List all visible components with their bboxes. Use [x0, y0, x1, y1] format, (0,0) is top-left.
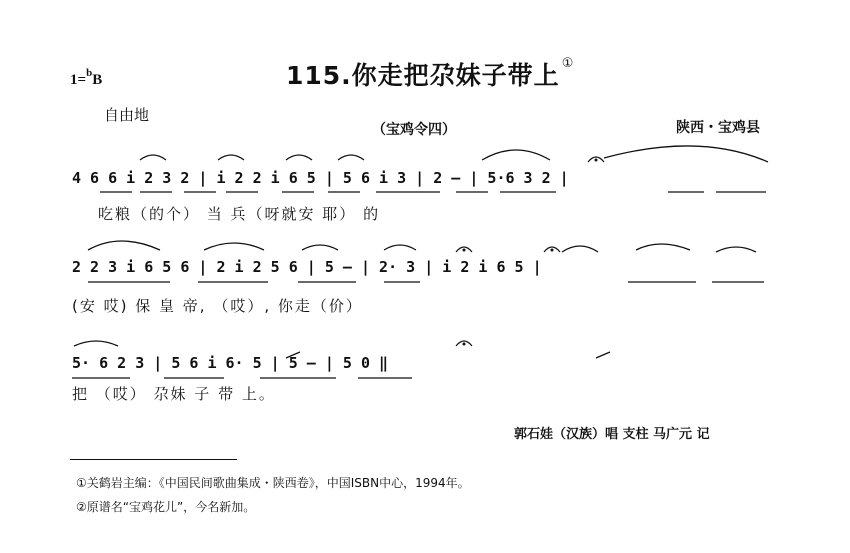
- subtitle: （宝鸡令四）: [372, 122, 456, 138]
- key-note: B: [92, 72, 103, 88]
- slur: [140, 155, 166, 160]
- tie: [286, 352, 300, 358]
- fermata-dot: [463, 249, 466, 252]
- lyrics-line-3: 把 （哎） 尕妹 子 带 上。: [72, 385, 276, 403]
- lyrics-line-2: (安 哎) 保 皇 帝, （哎）, 你走（价）: [72, 297, 363, 315]
- slur: [716, 247, 756, 252]
- slur: [286, 155, 312, 160]
- flat-sign: b: [86, 67, 93, 79]
- slur: [88, 241, 160, 250]
- slur: [482, 150, 550, 160]
- slur: [604, 146, 768, 162]
- fermata-dot: [463, 343, 466, 346]
- notation-line-3: 5· 6 2 3 | 5 6 i 6· 5 | 5 — | 5 0 ‖: [72, 354, 389, 372]
- notation-line-2: 2 2 3 i 6 5 6 | 2 i 2 5 6 | 5 — | 2· 3 | i 2 i 6 5 |: [72, 258, 542, 276]
- key-prefix: 1=: [70, 72, 87, 88]
- fermata-dot: [595, 159, 598, 162]
- performer-credit: 郭石娃（汉族）唱 支柱 马广元 记: [514, 427, 710, 442]
- slur: [562, 246, 598, 252]
- slur: [636, 244, 690, 250]
- song-title-text: 115.你走把尕妹子带上: [286, 61, 560, 90]
- footnote-2: ②原谱名“宝鸡花儿”，今名新加。: [76, 500, 256, 514]
- slur: [338, 155, 364, 160]
- slur: [74, 341, 118, 346]
- footnote-marker: ①: [561, 56, 575, 71]
- slur: [302, 245, 338, 250]
- tempo-marking: 自由地: [104, 106, 150, 124]
- slur: [218, 155, 244, 160]
- tie: [596, 352, 610, 358]
- region-label: 陕西・宝鸡县: [676, 120, 760, 136]
- slur: [384, 245, 416, 250]
- footnote-1: ①关鹤岩主编：《中国民间歌曲集成・陕西卷》，中国ISBN中心，1994年。: [76, 476, 470, 490]
- slur: [204, 243, 264, 250]
- notation-line-1: 4 6 6 i 2 3 2 | i 2 2 i 6 5 | 5 6 i 3 | 2 — | 5·6 3 2 |: [72, 169, 569, 187]
- lyrics-line-1: 吃粮（的个） 当 兵（呀就安 耶） 的: [98, 205, 381, 223]
- fermata-dot: [551, 249, 554, 252]
